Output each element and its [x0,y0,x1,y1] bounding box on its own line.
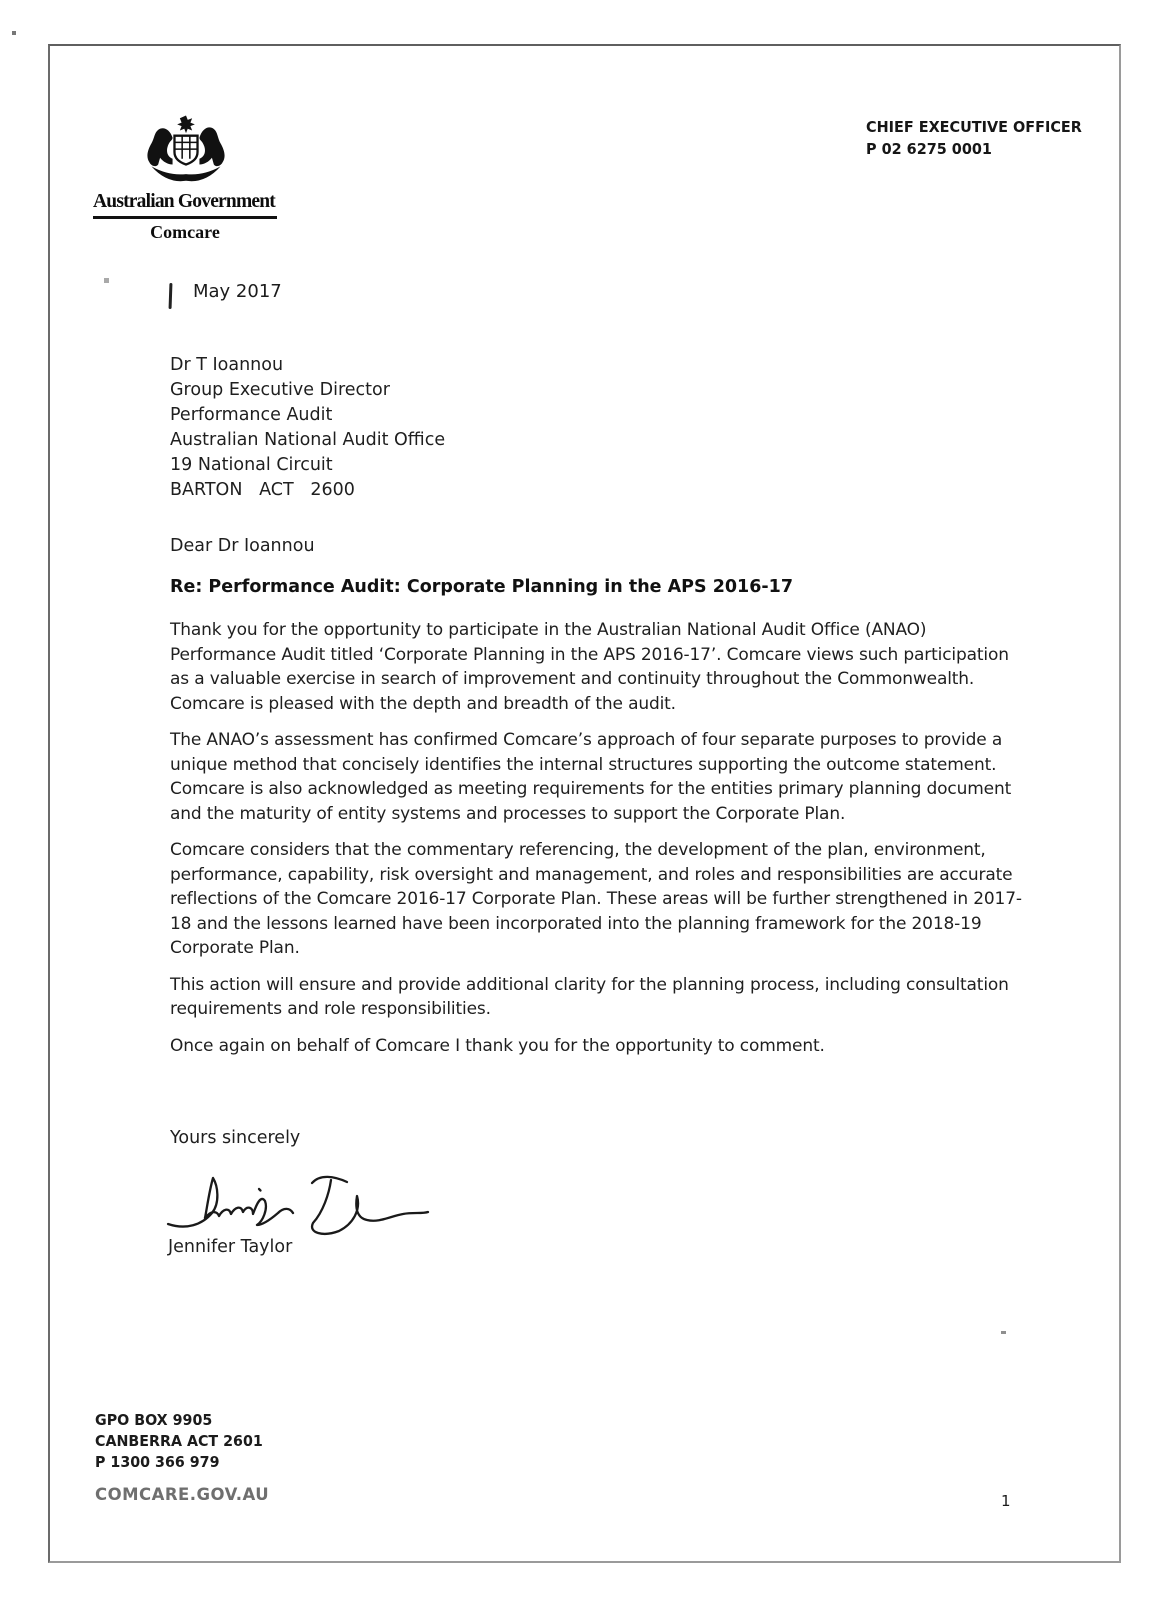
scan-artifact [1001,1331,1006,1334]
letter-body [170,618,1028,1070]
footer-address-line: CANBERRA ACT 2601 [95,1432,263,1450]
officer-title: CHIEF EXECUTIVE OFFICER [866,118,1082,136]
footer-address-block [95,1410,263,1473]
paragraph: Comcare considers that the commentary referencing, the development of the plan, environment, performance, capability, risk oversight and management, and roles and responsibilities are accurate reflections of the Comcare 2016-17 Corporate Plan. These areas will be further strengthened in 2017-18 and the lessons learned have been incorporated into the planning framework for the 2018-19 Corporate Plan. [170,840,1022,958]
officer-contact-block [866,116,1082,160]
paragraph: This action will ensure and provide additional clarity for the planning process, including consultation requirements and role responsibilities. [170,974,1009,1019]
officer-phone: P 02 6275 0001 [866,140,992,158]
date-text: May 2017 [193,281,282,302]
logo-divider [93,216,277,219]
recipient-address-block [170,353,445,503]
paragraph: Thank you for the opportunity to participate in the Australian National Audit Office (ANAO) Performance Audit titled ‘Corporate Planning in the APS 2016-17’. Comcare views such participation as a valuable exercise in search of improvement and continuity throughout the Commonwealth. Comcare is pleased with the depth and breadth of the audit. [170,620,1009,714]
paragraph: Once again on behalf of Comcare I thank you for the opportunity to comment. [170,1035,825,1056]
recipient-line: Performance Audit [170,405,333,425]
paragraph: The ANAO’s assessment has confirmed Comcare’s approach of four separate purposes to provide a unique method that concisely identifies the internal structures supporting the outcome statement. Comcare is also acknowledged as meeting requirements for the entities primary planning document and the maturity of entity systems and processes to support the Corporate Plan. [170,730,1012,824]
scan-artifact [104,278,109,283]
closing: Yours sincerely [170,1128,301,1148]
footer-website: COMCARE.GOV.AU [95,1485,270,1505]
recipient-line: 19 National Circuit [170,455,333,475]
agency-title: Comcare [150,222,220,242]
sender-name: Jennifer Taylor [168,1237,293,1257]
government-title: Australian Government [93,191,275,212]
recipient-line: BARTON ACT 2600 [170,480,355,500]
subject-line: Re: Performance Audit: Corporate Planning in the APS 2016-17 [170,577,794,597]
recipient-line: Group Executive Director [170,380,390,400]
signature-handwriting [162,1168,438,1246]
page-number: 1 [1001,1492,1011,1510]
recipient-line: Dr T Ioannou [170,355,284,375]
handwritten-day-mark [169,283,173,309]
recipient-line: Australian National Audit Office [170,430,446,450]
footer-address-line: GPO BOX 9905 [95,1411,213,1429]
date-line [169,281,282,309]
coat-of-arms-icon [138,114,234,190]
salutation: Dear Dr Ioannou [170,536,315,556]
footer-address-line: P 1300 366 979 [95,1453,220,1471]
scan-artifact [12,31,16,35]
